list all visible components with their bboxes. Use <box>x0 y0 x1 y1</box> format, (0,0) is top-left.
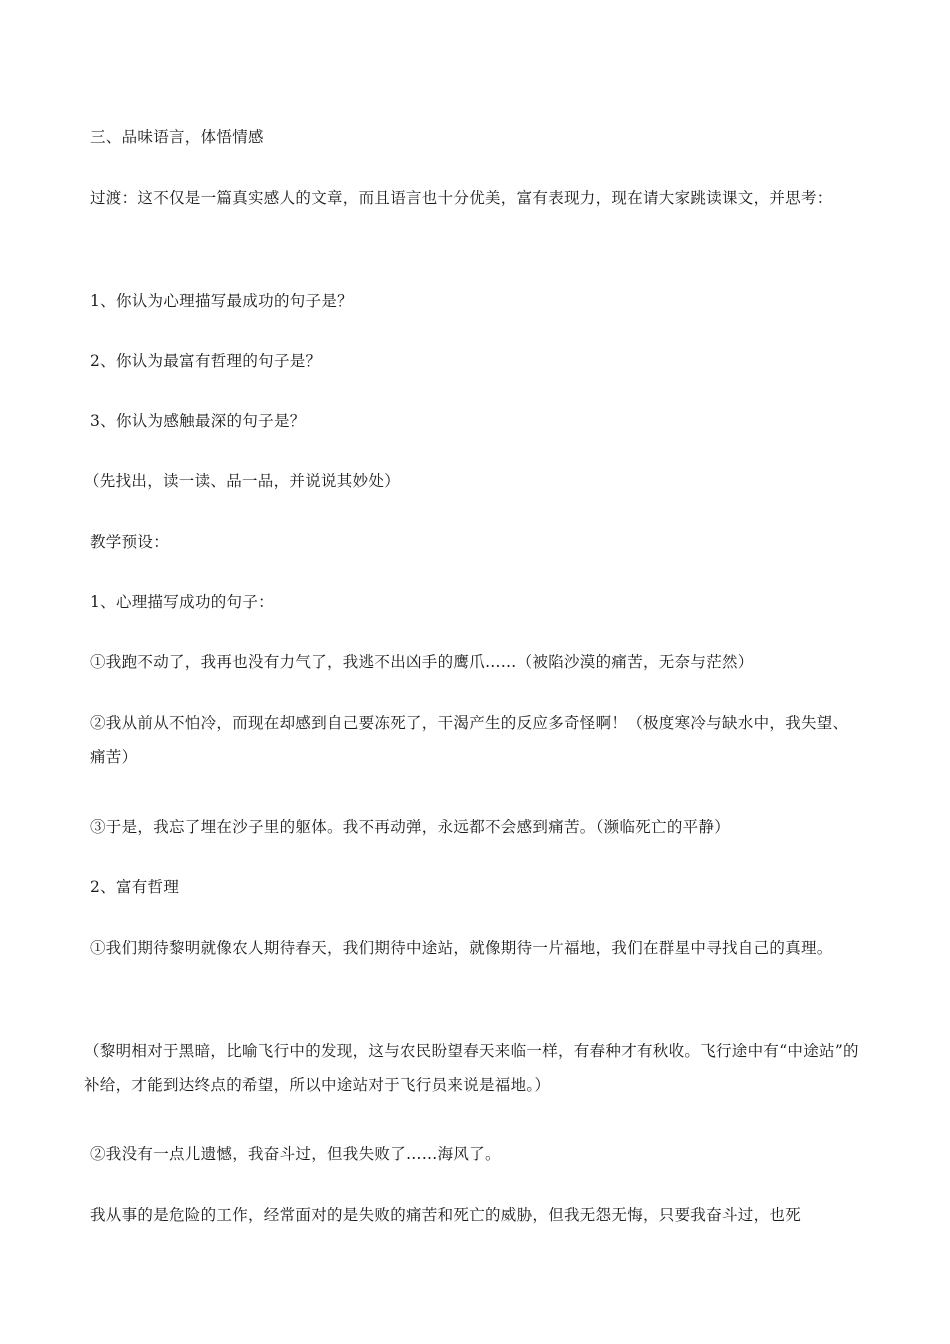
teaching-preset-heading: 教学预设： <box>90 533 170 551</box>
question-1: 1、你认为心理描写最成功的句子是？ <box>90 292 353 310</box>
philosophy-sentence-2: ②我没有一点儿遗憾，我奋斗过，但我失败了……海风了。 <box>90 1145 501 1163</box>
philosophy-explanation-1: （黎明相对于黑暗，比喻飞行中的发现，这与农民盼望春天来临一样，有春种才有秋收。飞行途中有“中途站”的补给，才能到达终点的希望，所以中途站对于飞行员来说是福地。） <box>84 1042 859 1094</box>
example-sentence-1: ①我跑不动了，我再也没有力气了，我逃不出凶手的鹰爪……（被陷沙漠的痛苦，无奈与茫然） <box>90 653 754 671</box>
transition-paragraph: 过渡：这不仅是一篇真实感人的文章，而且语言也十分优美，富有表现力，现在请大家跳读课文，并思考： <box>90 189 833 207</box>
philosophy-sentence-1: ①我们期待黎明就像农人期待春天，我们期待中途站，就像期待一片福地，我们在群星中寻找自己的真理。 <box>90 939 833 957</box>
question-2: 2、你认为最富有哲理的句子是？ <box>90 352 322 370</box>
example-sentence-2: ②我从前从不怕冷，而现在却感到自己要冻死了，干渴产生的反应多奇怪啊！（极度寒冷与缺水中，我失望、痛苦） <box>90 714 849 766</box>
subheading-philosophy: 2、富有哲理 <box>90 878 180 896</box>
subheading-psychology: 1、心理描写成功的句子： <box>90 593 274 611</box>
example-sentence-3: ③于是，我忘了埋在沙子里的躯体。我不再动弹，永远都不会感到痛苦。（濒临死亡的平静） <box>90 818 731 836</box>
instruction-note: （先找出，读一读、品一品，并说说其妙处） <box>84 472 401 490</box>
question-3: 3、你认为感触最深的句子是？ <box>90 412 306 430</box>
section-heading: 三、品味语言，体悟情感 <box>90 128 264 146</box>
philosophy-explanation-2: 我从事的是危险的工作，经常面对的是失败的痛苦和死亡的威胁，但我无怨无悔，只要我奋斗过，也死 <box>90 1206 802 1224</box>
